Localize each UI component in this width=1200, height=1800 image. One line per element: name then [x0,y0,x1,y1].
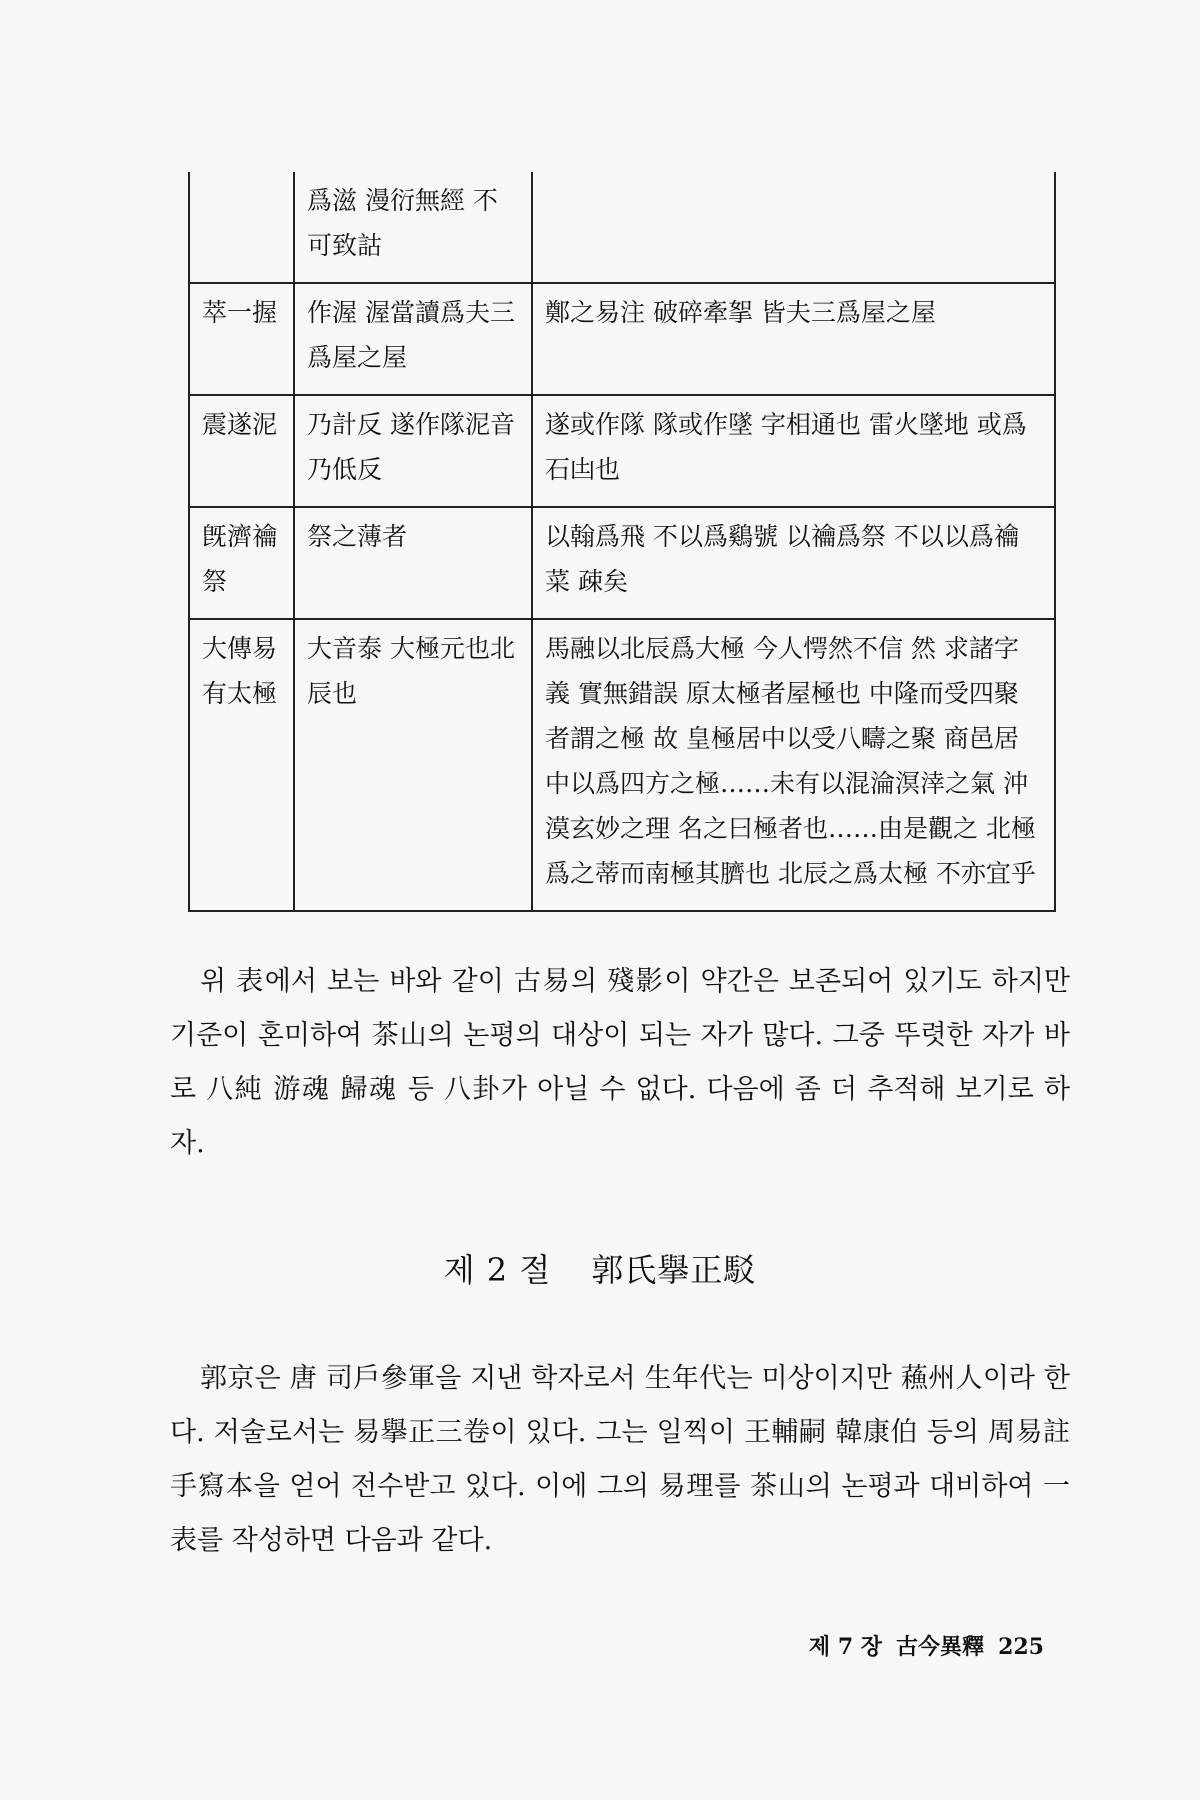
page-number: 225 [998,1634,1044,1660]
gloss-cell: 大音泰 大極元也北辰也 [294,619,532,911]
term-cell: 大傳易有太極 [189,619,294,911]
term-cell: 震遂泥 [189,395,294,507]
table-row [189,507,1055,619]
comment-cell: 鄭之易注 破碎牽挐 皆夫三爲屋之屋 [532,283,1055,395]
footer-chapter: 제 7 장 [808,1634,883,1660]
commentary-table [188,172,1056,912]
comment-cell [532,172,1055,283]
section-heading [0,1245,1200,1291]
table-row [189,395,1055,507]
comment-cell: 馬融以北辰爲大極 今人愕然不信 然 求諸字義 實無錯誤 原太極者屋極也 中隆而受四聚者謂之極 故 皇極居中以受八疇之聚 商邑居中以爲四方之極……未有以混淪溟涬之氣 沖漠玄妙之理 名之曰極者也……由是觀之 北極爲之蒂而南極其臍也 北辰之爲太極 不亦宜乎 [532,619,1055,911]
body-paragraph: 위 表에서 보는 바와 같이 古易의 殘影이 약간은 보존되어 있기도 하지만 기준이 혼미하여 茶山의 논평의 대상이 되는 자가 많다. 그중 뚜렷한 자가 바로 八純 游魂 歸魂 등 八卦가 아닐 수 없다. 다음에 좀 더 추적해 보기로 하자. [170,966,1070,1159]
term-cell [189,172,294,283]
page-footer [795,1630,1044,1661]
table-row [189,283,1055,395]
footer-chapter-title: 古今異釋 [896,1634,985,1660]
body-paragraph: 郭京은 唐 司戶參軍을 지낸 학자로서 生年代는 미상이지만 蘓州人이라 한다. 저술로서는 易擧正三卷이 있다. 그는 일찍이 王輔嗣 韓康伯 등의 周易註手寫本을 얻어 전수받고 있다. 이에 그의 易理를 茶山의 논평과 대비하여 一表를 작성하면 다음과 같다. [170,1363,1070,1556]
term-cell: 旣濟禴祭 [189,507,294,619]
gloss-cell: 乃計反 遂作隊泥音乃低反 [294,395,532,507]
gloss-cell: 爲滋 漫衍無經 不可致詁 [294,172,532,283]
table-row [189,172,1055,283]
section-number: 제 2 절 [443,1251,552,1289]
comment-cell: 以翰爲飛 不以爲鷄號 以禴爲祭 不以以爲禴菜 疎矣 [532,507,1055,619]
comment-cell: 遂或作隊 隊或作墜 字相通也 雷火墜地 或爲石凷也 [532,395,1055,507]
gloss-cell: 祭之薄者 [294,507,532,619]
gloss-cell: 作渥 渥當讀爲夫三爲屋之屋 [294,283,532,395]
table-row [189,619,1055,911]
term-cell: 萃一握 [189,283,294,395]
section-title: 郭氏擧正駁 [591,1251,757,1289]
